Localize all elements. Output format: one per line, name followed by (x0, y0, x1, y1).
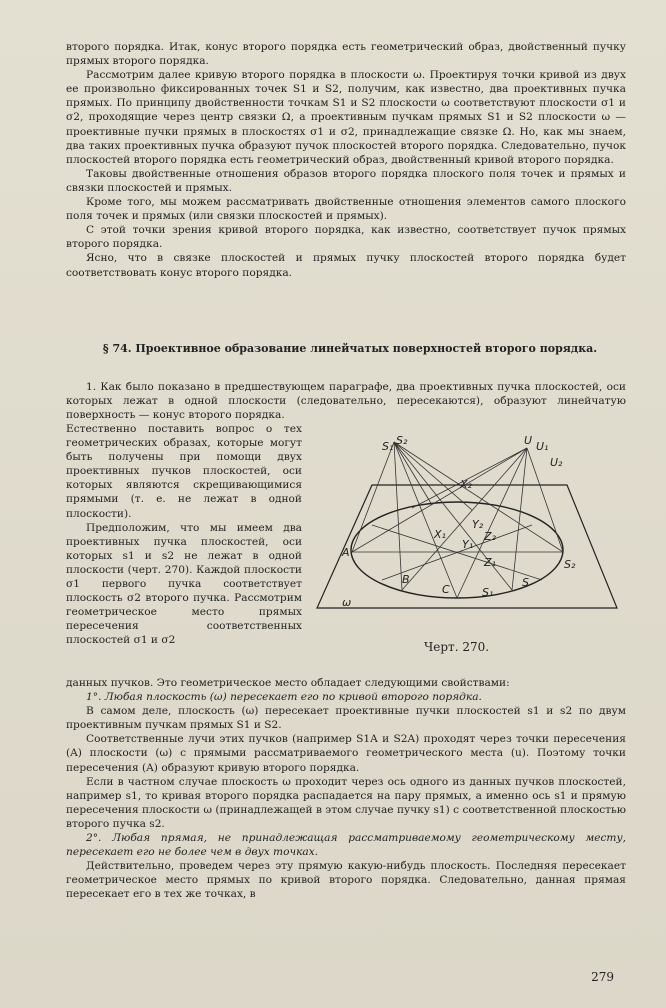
label-x2: X₂ (460, 478, 472, 491)
figure-270-diagram (312, 430, 622, 640)
label-s2: S₂ (396, 434, 408, 447)
label-s1: S₁ (382, 440, 394, 453)
label-b: B (402, 573, 410, 586)
label-a: A (342, 546, 350, 559)
paragraph: 1°. Любая плоскость (ω) пересекает его по кривой второго порядка. (86, 691, 482, 704)
paragraph: Если в частном случае плоскость ω проходит через ось одного из данных пучков плоскостей, например s1, то кривая второго порядка распадается на пару прямых, а именно ось s1 и прямую пересечения плоскости ω (принадлежащей в этом случае пучку s1) с соответственной плоскостью второго пучка s2. (66, 775, 626, 830)
bottom-text (66, 676, 626, 902)
label-u: U (524, 434, 533, 447)
paragraph: Действительно, проведем через эту прямую какую-нибудь плоскость. Последняя пересекает геометрическое место прямых по кривой второго порядка. Следовательно, данная прямая пересекает его в тех же точках, в (66, 860, 626, 901)
paragraph: Рассмотрим далее кривую второго порядка в плоскости ω. Проектируя точки кривой из двух ее произвольно фиксированных точек S1 и S2, получим, как известно, два проективных пучка прямых. По принципу двойственности точкам S1 и S2 плоскости ω соответствуют плоскости σ1 и σ2, проходящие через центр связки Ω, а проективным пучкам прямых S1 и S2 плоскости ω — проективные пучки прямых в плоскостях σ1 и σ2, принадлежащие связке Ω. Но, как мы знаем, два таких проективных пучка образуют пучок плоскостей второго порядка. Следовательно, пучок плоскостей второго порядка есть геометрический образ, двойственный кривой второго порядка. (66, 69, 626, 166)
top-text (66, 40, 626, 280)
label-u1: U₁ (536, 440, 549, 453)
label-y2: Y₂ (472, 518, 484, 531)
label-z2: Z₂ (484, 530, 496, 543)
paragraph: второго порядка. Итак, конус второго порядка есть геометрический образ, двойственный пучку прямых второго порядка. (66, 41, 626, 68)
paragraph: Естественно поставить вопрос о тех геометрических образах, которые могут быть получены при помощи двух проективных пучков плоскостей, оси которых являются скрещивающимися прямыми (т. е. не лежат в одной плоскости). (66, 423, 302, 520)
label-u2: U₂ (550, 456, 563, 469)
paragraph: Предположим, что мы имеем два проективных пучка плоскостей, оси которых s1 и s2 не лежат в одной плоскости (черт. 270). Каждой плоскости σ1 первого пучка соответствует плоскость σ2 второго пучка. Рассмотрим геометрическое место прямых пересечения соответственных плоскостей σ1 и σ2 (66, 521, 302, 647)
label-s1-bottom: S₁ (482, 586, 494, 599)
label-c: C (442, 583, 450, 596)
label-s: S (522, 576, 529, 589)
label-omega: ω (342, 596, 352, 609)
paragraph: данных пучков. Это геометрическое место обладает следующими свойствами: (66, 677, 510, 689)
page-number: 279 (591, 970, 614, 984)
section-intro: 1. Как было показано в предшествующем параграфе, два проективных пучка плоскостей, оси которых лежат в одной плоскости (следовательно, пересекаются), образуют линейчатую поверхность — конус второго порядка. (66, 381, 626, 422)
left-column (66, 422, 302, 648)
paragraph: Соответственные лучи этих пучков (например S1A и S2A) проходят через точки пересечения (A) плоскости (ω) с прямыми рассматриваемого геометрического места (u). Поэтому точки пересечения (A) образуют кривую второго порядка. (66, 733, 626, 774)
paragraph: Кроме того, мы можем рассматривать двойственные отношения элементов самого плоского поля точек и прямых (или связки плоскостей и прямых). (66, 196, 626, 223)
paragraph: Ясно, что в связке плоскостей и прямых пучку плоскостей второго порядка будет соответствовать конус второго порядка. (66, 252, 626, 279)
section-heading: § 74. Проективное образование линейчатых поверхностей второго порядка. (102, 342, 598, 355)
label-x1: X₁ (434, 528, 446, 541)
label-s2-bottom: S₂ (564, 558, 576, 571)
paragraph: 2°. Любая прямая, не принадлежащая рассматриваемому геометрическому месту, пересекает его не более чем в двух точках. (66, 832, 626, 859)
paragraph: Таковы двойственные отношения образов второго порядка плоского поля точек и прямых и связки плоскостей и прямых. (66, 167, 626, 194)
figure-caption: Черт. 270. (424, 640, 490, 654)
label-z1: Z₁ (484, 556, 496, 569)
paragraph: С этой точки зрения кривой второго порядка, как известно, соответствует пучок прямых второго порядка. (66, 224, 626, 251)
label-y1: Y₁ (462, 538, 474, 551)
paragraph: В самом деле, плоскость (ω) пересекает проективные пучки плоскостей s1 и s2 по двум проективным пучкам прямых S1 и S2. (66, 705, 626, 732)
